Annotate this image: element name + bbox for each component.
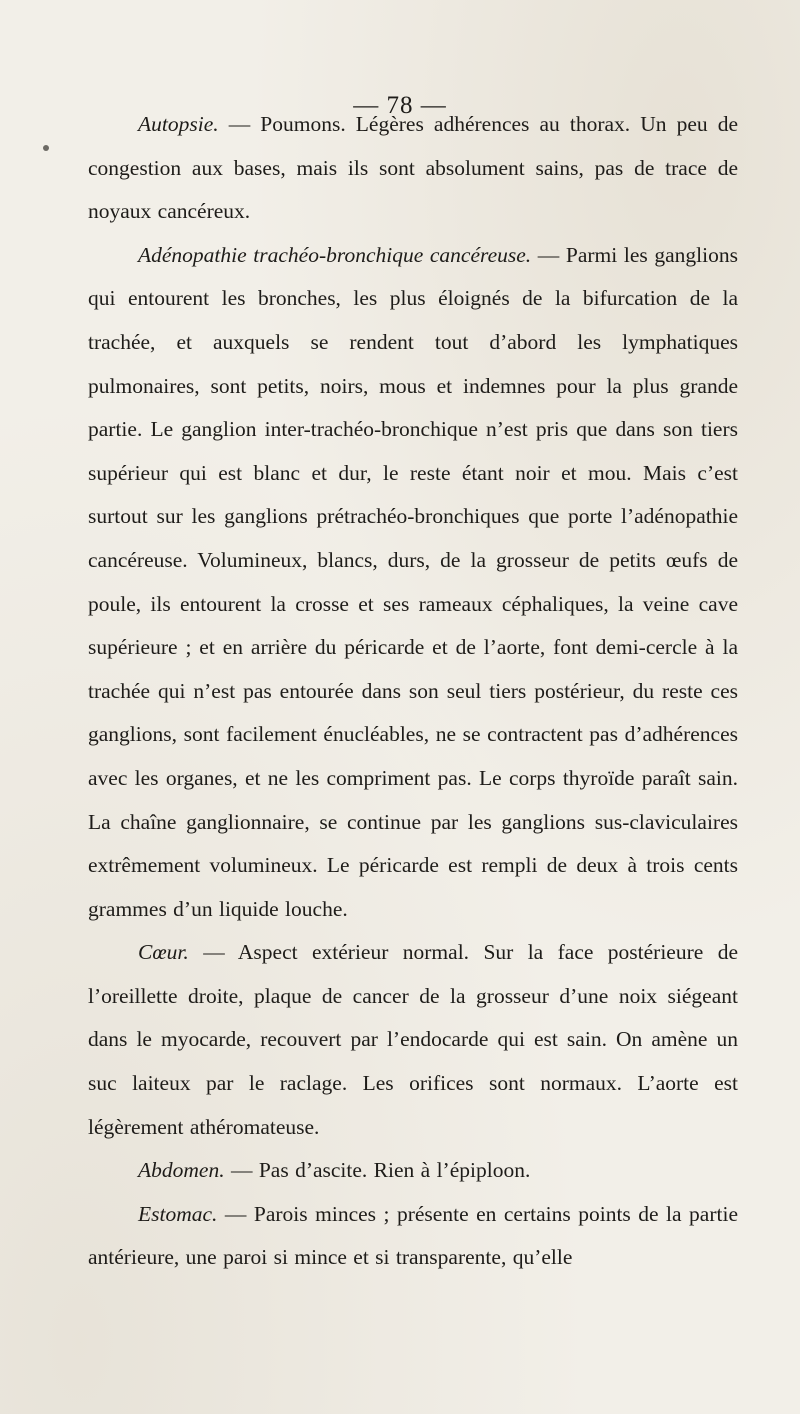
paragraph-text: — Parois minces ; présente en certains points de la partie antérieure, une paroi si mince et si transparente, qu’elle <box>88 1201 738 1270</box>
margin-speck <box>43 145 49 151</box>
paragraph-heading: Abdomen. <box>138 1158 225 1183</box>
paragraph-coeur <box>88 931 738 1149</box>
paragraph-text: — Poumons. Légères adhérences au thorax. Un peu de congestion aux bases, mais ils sont absolument sains, pas de trace de noyaux cancéreux. <box>88 112 738 224</box>
body-text <box>88 103 738 1280</box>
paragraph-heading: Autopsie. <box>138 112 219 136</box>
paragraph-heading: Adénopathie trachéo-bronchique cancéreuse. <box>138 242 532 267</box>
paragraph-heading: Estomac. <box>138 1201 218 1226</box>
paragraph-abdomen <box>88 1149 738 1193</box>
page-number: — 78 — <box>353 92 447 119</box>
paragraph-text: — Pas d’ascite. Rien à l’épiploon. <box>224 1158 531 1183</box>
paragraph-autopsie <box>88 103 738 234</box>
paragraph-estomac <box>88 1193 738 1280</box>
paragraph-heading: Cœur. <box>138 940 189 965</box>
paragraph-text: — Aspect extérieur normal. Sur la face postérieure de l’oreillette droite, plaque de cancer de la grosseur d’une noix siégeant dans le myocarde, recouvert par l’endocarde qui est sain. On amène un suc laiteux par le raclage. Les orifices sont normaux. L’aorte est légèrement athéromateuse. <box>88 940 738 1139</box>
paragraph-adenopathie <box>88 234 738 932</box>
paragraph-text: — Parmi les ganglions qui entourent les bronches, les plus éloignés de la bifurcation de la trachée, et auxquels se rendent tout d’abord les lymphatiques pulmonaires, sont petits, noirs, mous et indemnes pour la plus grande partie. Le ganglion inter-trachéo-bronchique n’est pris que dans son tiers supérieur qui est blanc et dur, le reste étant noir et mou. Mais c’est surtout sur les ganglions prétrachéo-bronchiques que porte l’adénopathie cancéreuse. Volumineux, blancs, durs, de la grosseur de petits œufs de poule, ils entourent la crosse et ses rameaux céphaliques, la veine cave supérieure ; et en arrière du péricarde et de l’aorte, font demi-cercle à la trachée qui n’est pas entourée dans son seul tiers postérieur, du reste ces ganglions, sont facilement énucléables, ne se contractent pas d’adhérences avec les organes, et ne les compriment pas. Le corps thyroïde paraît sain. La chaîne ganglionnaire, se continue par les ganglions sus-claviculaires extrêmement volumineux. Le péricarde est rempli de deux à trois cents grammes d’un liquide louche. <box>88 242 738 921</box>
